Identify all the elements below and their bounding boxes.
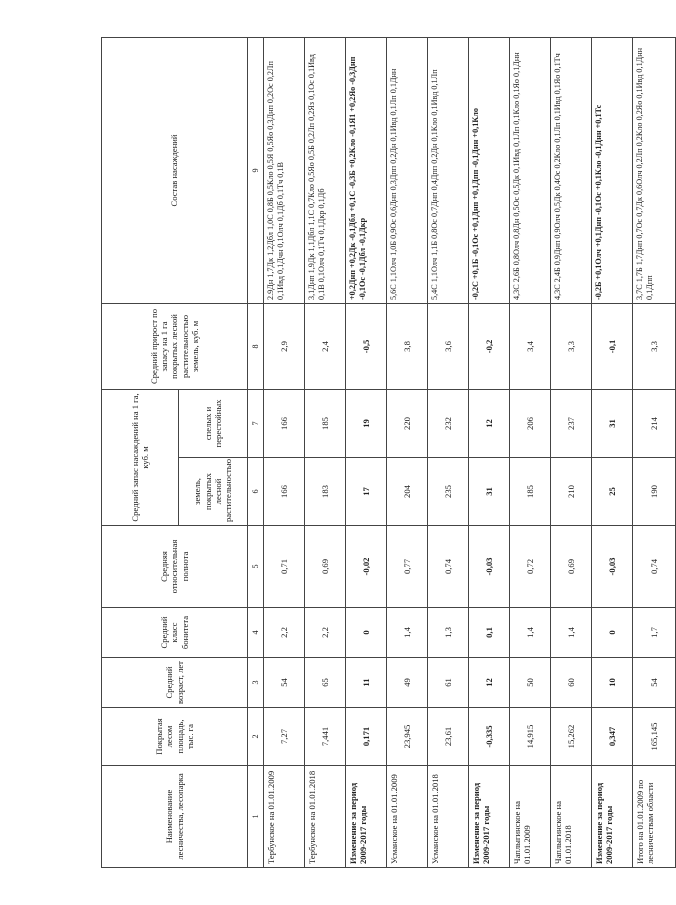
table-row — [592, 37, 633, 867]
forest-inventory-table — [101, 37, 676, 868]
stock-covered: 235 — [428, 458, 469, 526]
header-density: Средняя относительная полнота — [102, 526, 248, 608]
avg-increment: 3,8 — [387, 303, 428, 389]
lesnichestvo-name: Усманское на 01.01.2009 — [387, 766, 428, 868]
table-body — [264, 37, 676, 867]
stock-mature: 214 — [633, 389, 676, 457]
forest-area: 23,945 — [387, 708, 428, 766]
column-number: 8 — [248, 303, 264, 389]
column-number: 6 — [248, 458, 264, 526]
lesnichestvo-name: Тербунское на 01.01.2009 — [264, 766, 305, 868]
stock-covered: 185 — [510, 458, 551, 526]
table-row — [510, 37, 551, 867]
table-row — [428, 37, 469, 867]
avg-bonitet: 1,7 — [633, 608, 676, 658]
avg-density: -0,03 — [592, 526, 633, 608]
avg-bonitet: 1,4 — [551, 608, 592, 658]
header-bonitet: Средний класс бонитета — [102, 608, 248, 658]
avg-bonitet: 1,4 — [510, 608, 551, 658]
lesnichestvo-name: Усманское на 01.01.2018 — [428, 766, 469, 868]
header-stock-covered: земель, покрытых лесной растительностью — [179, 458, 248, 526]
stock-covered: 183 — [305, 458, 346, 526]
header-age: Средний возраст, лет — [102, 658, 248, 708]
avg-age: 54 — [633, 658, 676, 708]
avg-density: 0,74 — [633, 526, 676, 608]
stock-covered: 210 — [551, 458, 592, 526]
stock-covered: 190 — [633, 458, 676, 526]
avg-increment: 3,4 — [510, 303, 551, 389]
header-composition: Состав насаждений — [102, 37, 248, 303]
avg-age: 10 — [592, 658, 633, 708]
avg-increment: 3,3 — [551, 303, 592, 389]
lesnichestvo-name: Изменение за период 2009-2017 годы — [346, 766, 387, 868]
stock-mature: 166 — [264, 389, 305, 457]
avg-increment: -0,5 — [346, 303, 387, 389]
stock-covered: 204 — [387, 458, 428, 526]
header-name: Наименование лесничества, лесопарка — [102, 766, 248, 868]
header-stock-mature: спелых и перестойных — [179, 389, 248, 457]
lesnichestvo-name: Изменение за период 2009-2017 годы — [469, 766, 510, 868]
avg-increment: 3,6 — [428, 303, 469, 389]
avg-age: 50 — [510, 658, 551, 708]
forest-area: 0,171 — [346, 708, 387, 766]
avg-density: 0,69 — [551, 526, 592, 608]
avg-age: 61 — [428, 658, 469, 708]
stock-mature: 31 — [592, 389, 633, 457]
forest-area: -0,335 — [469, 708, 510, 766]
table-row — [387, 37, 428, 867]
stand-composition: +0,2Днп +0,2Дк -0,1Дбл +0,1С -0,3Б +0,2Кло -0,1Я1 +0,2Яо -0,3Днп -0,1Ос -0,1Дбл -0,1Дкр — [346, 37, 387, 303]
avg-bonitet: 0 — [592, 608, 633, 658]
rotated-table-wrapper — [101, 38, 659, 868]
stand-composition: 4,3С 2,6Б 0,8Олч 0,8Дн 0,5Ос 0,5Дк 0,1Ивд 0,1Лп 0,1Кло 0,1Яо 0,1Днн — [510, 37, 551, 303]
avg-bonitet: 2,2 — [264, 608, 305, 658]
table-row — [346, 37, 387, 867]
lesnichestvo-name: Тербунское на 01.01.2018 — [305, 766, 346, 868]
column-number: 7 — [248, 389, 264, 457]
avg-age: 54 — [264, 658, 305, 708]
stand-composition: 4,3С 2,4Б 0,9Днп 0,9Олч 0,5Дк 0,4Ос 0,2Кло 0,1Лп 0,1Ивд 0,1Яо 0,1Тч — [551, 37, 592, 303]
column-number: 3 — [248, 658, 264, 708]
avg-bonitet: 1,3 — [428, 608, 469, 658]
stand-composition: -0,2Б +0,1Олч +0,1Днп -0,1Ос +0,1Кло -0,1Днн +0,1Тс — [592, 37, 633, 303]
stand-composition: -0,2С +0,1Б -0,1Ос +0,1Днп +0,1Дпп -0,1Днн +0,1Кло — [469, 37, 510, 303]
header-increment: Средний прирост по запасу на 1 га покрытых лесной растительностью земель, куб. м — [102, 303, 248, 389]
forest-area: 165,145 — [633, 708, 676, 766]
avg-age: 11 — [346, 658, 387, 708]
lesnichestvo-name: Чаплыгинское на 01.01.2009 — [510, 766, 551, 868]
avg-bonitet: 1,4 — [387, 608, 428, 658]
table-row — [264, 37, 305, 867]
lesnichestvo-name: Итого на 01.01.2009 по лесничествам области — [633, 766, 676, 868]
table-row — [305, 37, 346, 867]
avg-density: -0,02 — [346, 526, 387, 608]
stock-mature: 220 — [387, 389, 428, 457]
stand-composition: 2.9Дн 1,7Дк 1,2Дбл 1,0С 0,8Б 0,5Кло 0,5Я 0,5Яо 0,3Днп 0,2Ос 0,2Лп 0,1Ивд 0,1Дчн 0,1Олч 0,1Дб 0,1Тч 0,1В — [264, 37, 305, 303]
stock-mature: 206 — [510, 389, 551, 457]
column-number: 5 — [248, 526, 264, 608]
avg-density: 0,72 — [510, 526, 551, 608]
avg-bonitet: 2,2 — [305, 608, 346, 658]
stock-mature: 19 — [346, 389, 387, 457]
avg-increment: 3,3 — [633, 303, 676, 389]
table-row — [633, 37, 676, 867]
avg-density: 0,69 — [305, 526, 346, 608]
avg-age: 60 — [551, 658, 592, 708]
avg-density: -0,03 — [469, 526, 510, 608]
stock-covered: 31 — [469, 458, 510, 526]
stock-covered: 25 — [592, 458, 633, 526]
stock-covered: 17 — [346, 458, 387, 526]
stock-mature: 12 — [469, 389, 510, 457]
avg-increment: -0,1 — [592, 303, 633, 389]
forest-area: 23,61 — [428, 708, 469, 766]
avg-age: 49 — [387, 658, 428, 708]
column-number: 2 — [248, 708, 264, 766]
stand-composition: 5,6С 1,1Олч 1,0Б 0,9Ос 0,6Днп 0,3Дпп 0,2Дн 0,1Ивд 0,1Лп 0,1Днн — [387, 37, 428, 303]
avg-density: 0,74 — [428, 526, 469, 608]
avg-increment: -0,2 — [469, 303, 510, 389]
stand-composition: 3,7С 1,7Б 1,7Днп 0,7Ос 0,7Дк 0,6Олч 0,2Лп 0,2Кло 0,2Яо 0,1Ивд 0,1Днн 0,1Дпп — [633, 37, 676, 303]
table-row — [551, 37, 592, 867]
avg-bonitet: 0,1 — [469, 608, 510, 658]
table-row — [469, 37, 510, 867]
lesnichestvo-name: Чаплыгинское на 01.01.2018 — [551, 766, 592, 868]
header-row — [102, 37, 179, 867]
column-number-row — [248, 37, 264, 867]
avg-age: 65 — [305, 658, 346, 708]
lesnichestvo-name: Изменение за период 2009-2017 годы — [592, 766, 633, 868]
column-number: 9 — [248, 37, 264, 303]
avg-density: 0,71 — [264, 526, 305, 608]
stock-covered: 166 — [264, 458, 305, 526]
forest-area: 14,915 — [510, 708, 551, 766]
avg-bonitet: 0 — [346, 608, 387, 658]
header-area: Покрытая лесом площадь, тыс. га — [102, 708, 248, 766]
stand-composition: 3,1Днп 1,9Дк 1,1Дбл 1,1С 0,7Кло 0,5Яо 0,5Б 0,2Лп 0,2Яз 0,1Ос 0,1Ивд 0,1В 0,1Олч 0,1Тч 0,1Дкр 0,1Дб — [305, 37, 346, 303]
avg-increment: 2,4 — [305, 303, 346, 389]
stock-mature: 232 — [428, 389, 469, 457]
forest-area: 0,347 — [592, 708, 633, 766]
header-stock-group: Средний запас насаждений на 1 га, куб. м — [102, 389, 179, 525]
forest-area: 15,262 — [551, 708, 592, 766]
forest-area: 7,27 — [264, 708, 305, 766]
forest-area: 7,441 — [305, 708, 346, 766]
avg-increment: 2,9 — [264, 303, 305, 389]
column-number: 4 — [248, 608, 264, 658]
column-number: 1 — [248, 766, 264, 868]
stock-mature: 185 — [305, 389, 346, 457]
stock-mature: 237 — [551, 389, 592, 457]
stand-composition: 5,4С 1,1Олч 1,1Б 0,8Ос 0,7Днп 0,4Дпп 0,2Дн 0,1Кло 0,1Ивд 0,1Лп — [428, 37, 469, 303]
avg-age: 12 — [469, 658, 510, 708]
avg-density: 0,77 — [387, 526, 428, 608]
